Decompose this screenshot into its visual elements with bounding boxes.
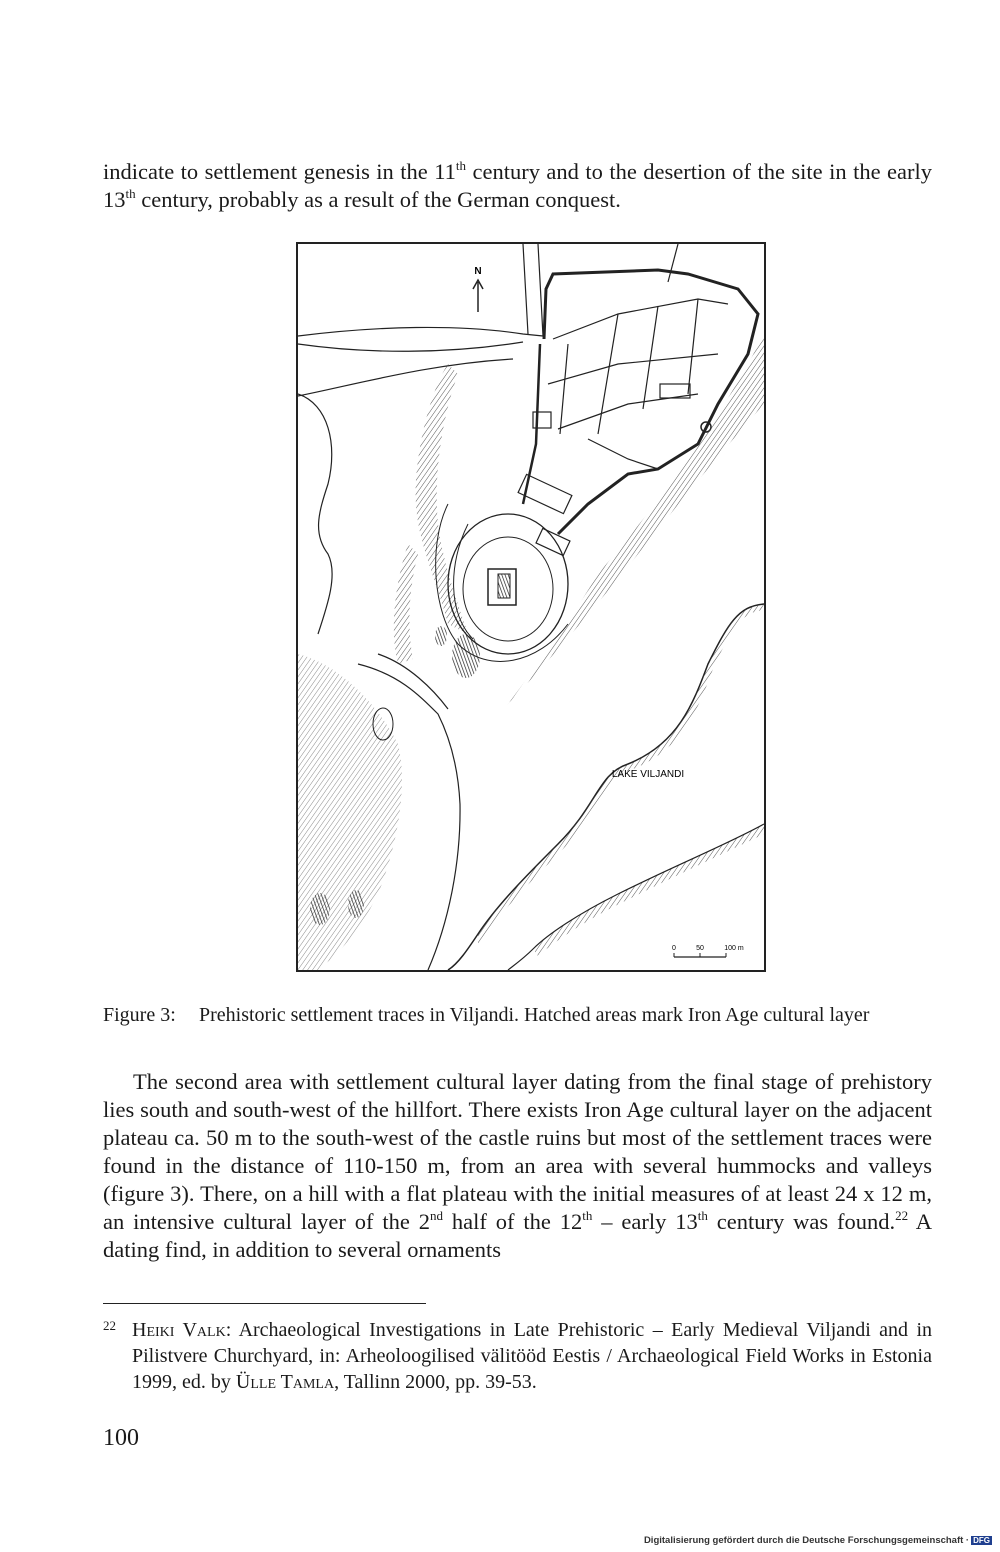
north-arrow-icon: [473, 266, 483, 312]
scale-bar: [672, 945, 744, 957]
footnote-author: Heiki Valk: [132, 1319, 226, 1341]
dfg-logo: DFG: [973, 1536, 990, 1545]
digitization-footer: Digitalisierung gefördert durch die Deutsche Forschungsgemeinschaft · DFG: [643, 1535, 990, 1546]
caption-label: Figure 3:: [103, 1004, 176, 1026]
footnote-number: 22: [103, 1318, 116, 1333]
caption-text: Prehistoric settlement traces in Viljandi. Hatched areas mark Iron Age cultural layer: [199, 1004, 870, 1026]
scale-tick-0: 0: [672, 945, 676, 952]
lake-label: LAKE VILJANDI: [611, 769, 685, 780]
scale-tick-100: 100 m: [724, 945, 744, 952]
body-paragraph: The second area with settlement cultural layer dating from the final stage of prehistory lies south and south-west of the hillfort. There exists Iron Age cultural layer on the adjacent plateau ca. 50 m to the south-west of the castle ruins but most of the settlement traces were found in the distance of 110-150 m, from an area with several hummocks and valleys (figure 3). There, on a hill with a flat plateau with the initial measures of at least 24 x 12 m, an intensive cultural layer of the 2nd half of the 12th – early 13th century was found.$^{22}$ A dating find, in addition to several ornaments: [103, 1069, 933, 1262]
footnote-editor: Ülle Tamla: [235, 1371, 335, 1393]
north-label: N: [474, 266, 482, 277]
page-number: 100: [103, 1425, 139, 1451]
figure-map: [296, 242, 766, 972]
iron-age-area-1: [452, 634, 480, 678]
intro-paragraph: indicate to settlement genesis in the 11th century and to the desertion of the site in the early 13th century, probably as a result of the German conquest.: [103, 158, 933, 212]
figure-caption: [103, 1003, 933, 1027]
footnote: 22 Heiki Valk: Archaeological Investigations in Late Prehistoric – Early Medieval Viljandi and in Pilistvere Churchyard, in: Arheoloogilised välitööd Eestis / Archaeological Field Works in Estonia 1999, ed. by Ülle Tamla, Tallinn 2000, pp. 39-53.: [103, 1317, 932, 1395]
footnote-divider: [103, 1303, 426, 1304]
scale-tick-50: 50: [696, 945, 704, 952]
